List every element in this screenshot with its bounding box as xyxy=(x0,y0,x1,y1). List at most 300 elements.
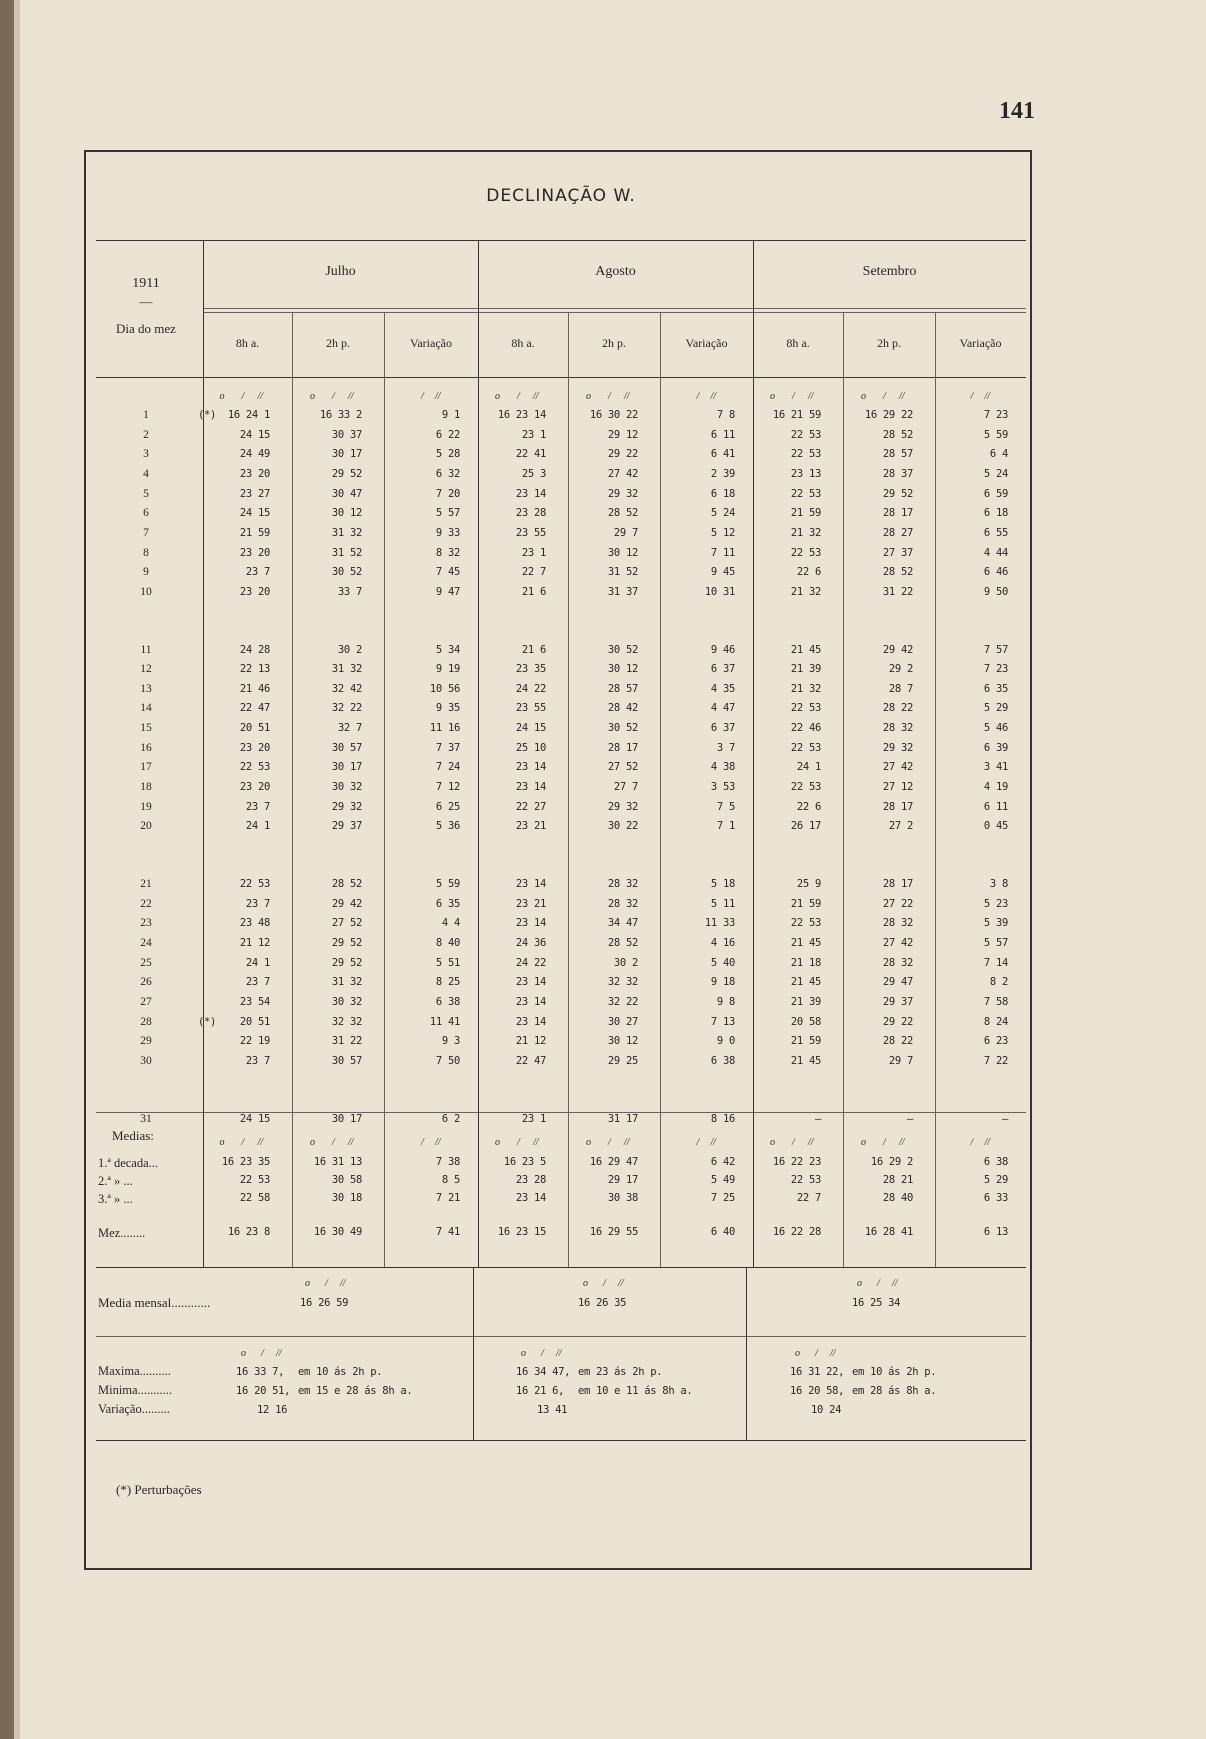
data-cell: 20 58 xyxy=(790,1015,821,1028)
data-cell: 9 8 xyxy=(716,995,735,1008)
data-cell: 5 39 xyxy=(983,917,1008,930)
decade-cell: 6 38 xyxy=(983,1156,1008,1168)
data-cell: 32 22 xyxy=(607,995,638,1008)
decade-cell: 6 42 xyxy=(710,1156,735,1168)
data-cell: 28 52 xyxy=(607,936,638,949)
variacao-label: Variação......... xyxy=(98,1402,170,1416)
unit-medias-min-7: / xyxy=(792,1137,795,1148)
month-header-setembro: Setembro xyxy=(862,264,917,279)
mez-cell: 6 13 xyxy=(983,1226,1008,1238)
data-cell: 31 52 xyxy=(331,546,362,559)
day-label: 31 xyxy=(140,1112,152,1125)
data-cell: 22 13 xyxy=(239,663,270,676)
decade-cell: 16 31 13 xyxy=(313,1156,362,1168)
day-label: 26 xyxy=(140,976,152,989)
data-cell: 5 51 xyxy=(435,956,460,969)
data-cell: 27 42 xyxy=(607,467,638,480)
data-cell: 21 6 xyxy=(521,585,546,598)
data-cell: 7 5 xyxy=(716,800,735,813)
data-cell: 22 53 xyxy=(790,917,821,930)
month-header-julho: Julho xyxy=(325,264,356,279)
decade-cell: 7 25 xyxy=(710,1192,735,1204)
data-cell: 31 22 xyxy=(882,585,913,598)
day-label: 1 xyxy=(143,409,149,421)
data-cell: 7 14 xyxy=(983,956,1008,969)
day-label: 15 xyxy=(140,722,152,735)
decade-cell: 29 17 xyxy=(607,1174,638,1186)
minima-value: 16 20 58, xyxy=(790,1385,845,1397)
day-label: 29 xyxy=(140,1035,152,1048)
data-cell: 31 32 xyxy=(331,976,362,989)
maxima-label: Maxima.......... xyxy=(98,1364,171,1378)
mez-cell: 16 22 28 xyxy=(772,1226,821,1238)
data-cell: 30 27 xyxy=(607,1015,638,1028)
data-cell: 16 24 1 xyxy=(227,409,270,421)
day-label: 16 xyxy=(140,741,152,754)
data-cell: 31 37 xyxy=(607,585,638,598)
data-cell: 5 59 xyxy=(983,428,1008,441)
unit-medias-sec-2: // xyxy=(348,1137,354,1148)
data-cell: 9 19 xyxy=(435,663,460,676)
maxima-note: em 23 ás 2h p. xyxy=(578,1366,663,1378)
unit-sec-9: // xyxy=(984,391,991,402)
column-rule-mensal-b xyxy=(746,1267,747,1440)
mensal-min-unit: / xyxy=(877,1278,880,1289)
data-cell: 3 41 xyxy=(983,761,1008,774)
data-cell: 9 18 xyxy=(710,976,735,989)
day-label: 13 xyxy=(140,682,152,695)
data-cell: 27 42 xyxy=(882,761,913,774)
unit-min-2: / xyxy=(332,391,335,402)
data-cell: 29 7 xyxy=(888,1054,913,1067)
data-cell: 6 35 xyxy=(983,682,1008,695)
data-cell: 6 18 xyxy=(983,507,1008,520)
minima-note: em 10 e 11 ás 8h a. xyxy=(578,1385,693,1397)
unit-deg-1: o xyxy=(219,391,225,402)
decade-cell: 16 23 5 xyxy=(503,1156,546,1168)
data-cell: 24 36 xyxy=(515,936,546,949)
decade-cell: 16 22 23 xyxy=(772,1156,821,1168)
column-rule-main-2 xyxy=(753,240,754,1267)
data-cell: 22 53 xyxy=(790,428,821,441)
data-cell: 30 17 xyxy=(331,448,362,461)
data-cell: 21 32 xyxy=(790,526,821,539)
unit-min-9: / xyxy=(970,391,974,402)
data-cell: 24 15 xyxy=(515,722,546,735)
decade-cell: 5 49 xyxy=(710,1174,735,1186)
unit-deg-8: o xyxy=(861,391,866,402)
data-cell: 6 4 xyxy=(989,448,1008,461)
mensal-deg-unit: o xyxy=(583,1278,588,1289)
column-header-3: Variação xyxy=(410,336,452,350)
data-cell: 24 15 xyxy=(239,507,270,520)
unit-sec-5: // xyxy=(624,391,630,402)
day-label: 21 xyxy=(140,878,152,890)
decade-cell: 28 40 xyxy=(882,1192,913,1204)
extreme-sec-unit: // xyxy=(830,1348,836,1359)
data-cell: 23 20 xyxy=(239,781,270,794)
day-label: 23 xyxy=(140,917,152,930)
data-cell: 5 23 xyxy=(983,897,1008,910)
data-cell: 7 12 xyxy=(435,781,460,794)
column-header-2: 2h p. xyxy=(326,336,350,350)
mez-cell: 16 30 49 xyxy=(313,1226,362,1238)
data-cell: 29 32 xyxy=(607,800,638,813)
data-cell: 30 2 xyxy=(337,643,362,656)
data-cell: 22 47 xyxy=(239,702,270,715)
data-cell: 30 37 xyxy=(331,428,362,441)
data-cell: 16 29 22 xyxy=(864,409,913,421)
maxima-note: em 10 ás 2h p. xyxy=(298,1366,383,1378)
data-cell: 16 33 2 xyxy=(319,409,362,421)
rule-below-extremes xyxy=(96,1440,1026,1441)
data-cell: 9 46 xyxy=(710,643,735,656)
data-cell: 6 55 xyxy=(983,526,1008,539)
data-cell: 7 58 xyxy=(983,995,1008,1008)
data-cell: 21 6 xyxy=(521,643,546,656)
page-title: DECLINAÇÃO W. xyxy=(486,186,636,206)
data-cell: 3 8 xyxy=(989,878,1008,890)
data-cell: 30 12 xyxy=(331,507,362,520)
data-cell: 9 50 xyxy=(983,585,1008,598)
data-cell: 23 20 xyxy=(239,585,270,598)
data-cell: 27 52 xyxy=(331,917,362,930)
data-cell: 31 52 xyxy=(607,566,638,579)
data-cell: 23 20 xyxy=(239,467,270,480)
data-cell: 22 53 xyxy=(790,781,821,794)
data-cell: 21 45 xyxy=(790,643,821,656)
data-cell: 29 52 xyxy=(882,487,913,500)
data-cell: 29 7 xyxy=(613,526,638,539)
data-cell: — xyxy=(906,1112,913,1125)
data-cell: 23 14 xyxy=(515,781,546,794)
data-cell: 21 32 xyxy=(790,585,821,598)
data-cell: 22 53 xyxy=(790,546,821,559)
unit-medias-min-6: / xyxy=(696,1137,700,1148)
data-cell: 8 2 xyxy=(989,976,1008,989)
data-cell: 21 39 xyxy=(790,663,821,676)
data-cell: 5 36 xyxy=(435,820,460,833)
data-cell: 28 17 xyxy=(882,800,913,813)
data-cell: 6 38 xyxy=(710,1054,735,1067)
data-cell: 3 53 xyxy=(710,781,735,794)
data-cell: 21 12 xyxy=(515,1035,546,1048)
data-cell: 23 14 xyxy=(515,761,546,774)
data-cell: 28 22 xyxy=(882,1035,913,1048)
data-cell: 8 16 xyxy=(710,1112,735,1125)
data-cell: 20 51 xyxy=(239,1015,270,1028)
data-cell: 24 1 xyxy=(245,820,270,833)
day-label: 7 xyxy=(143,526,149,539)
column-header-7: 8h a. xyxy=(786,336,810,350)
data-cell: 24 15 xyxy=(239,428,270,441)
data-cell: 34 47 xyxy=(607,917,638,930)
unit-medias-sec-4: // xyxy=(533,1137,539,1148)
day-label: 9 xyxy=(143,566,149,579)
data-cell: 30 17 xyxy=(331,761,362,774)
unit-medias-deg-2: o xyxy=(310,1137,315,1148)
data-cell: 4 16 xyxy=(710,936,735,949)
data-cell: 6 11 xyxy=(710,428,735,441)
unit-sec-8: // xyxy=(899,391,905,402)
decade-cell: 30 18 xyxy=(331,1192,362,1204)
data-cell: 32 22 xyxy=(331,702,362,715)
data-cell: 28 42 xyxy=(607,702,638,715)
day-label: 18 xyxy=(140,781,152,794)
day-label: 28 xyxy=(140,1015,152,1028)
data-cell: 6 18 xyxy=(710,487,735,500)
minima-value: 16 21 6, xyxy=(516,1385,565,1397)
minima-note: em 28 ás 8h a. xyxy=(852,1385,937,1397)
unit-medias-sec-5: // xyxy=(624,1137,630,1148)
data-cell: 8 24 xyxy=(983,1015,1008,1028)
unit-sec-1: // xyxy=(257,391,264,402)
data-cell: 7 13 xyxy=(710,1015,735,1028)
data-cell: 6 37 xyxy=(710,663,735,676)
decade-cell: 30 38 xyxy=(607,1192,638,1204)
extreme-deg-unit: o xyxy=(795,1348,800,1359)
data-cell: 4 35 xyxy=(710,682,735,695)
media-mensal-value: 16 26 35 xyxy=(578,1297,627,1309)
decade-cell: 16 29 2 xyxy=(870,1156,913,1168)
data-cell: 28 7 xyxy=(888,682,913,695)
data-cell: 10 56 xyxy=(429,682,460,695)
data-cell: 27 12 xyxy=(882,781,913,794)
data-cell: 22 53 xyxy=(790,487,821,500)
data-cell: 6 37 xyxy=(710,722,735,735)
unit-medias-min-4: / xyxy=(517,1137,520,1148)
unit-min-3: / xyxy=(421,391,424,402)
data-cell: 27 7 xyxy=(613,781,638,794)
data-cell: 23 21 xyxy=(515,897,546,910)
data-cell: 29 32 xyxy=(882,741,913,754)
data-cell: 29 37 xyxy=(882,995,913,1008)
data-cell: 28 57 xyxy=(607,682,638,695)
unit-medias-sec-7: // xyxy=(808,1137,814,1148)
maxima-value: 16 31 22, xyxy=(790,1366,845,1378)
data-cell: 6 11 xyxy=(983,800,1008,813)
extreme-deg-unit: o xyxy=(521,1348,526,1359)
data-cell: 6 22 xyxy=(435,428,460,441)
data-cell: 6 25 xyxy=(435,800,460,813)
unit-sec-4: // xyxy=(533,391,539,402)
rule-above-medias xyxy=(96,1112,1026,1113)
maxima-note: em 10 ás 2h p. xyxy=(852,1366,937,1378)
data-cell: 23 21 xyxy=(515,820,546,833)
extreme-min-unit: / xyxy=(815,1348,818,1359)
data-cell: 22 6 xyxy=(796,800,821,813)
data-cell: 29 2 xyxy=(888,663,913,676)
data-cell: 21 59 xyxy=(790,507,821,520)
decade-cell: 5 29 xyxy=(983,1174,1008,1186)
data-cell: — xyxy=(814,1112,821,1125)
data-cell: 29 22 xyxy=(882,1015,913,1028)
data-cell: 32 42 xyxy=(331,682,362,695)
data-cell: 6 2 xyxy=(441,1112,460,1125)
decade-label-2: 2.ª » ... xyxy=(98,1174,133,1188)
mez-cell: 6 40 xyxy=(710,1226,735,1238)
data-cell: 30 57 xyxy=(331,741,362,754)
maxima-value: 16 33 7, xyxy=(236,1366,285,1378)
decade-label-3: 3.ª » ... xyxy=(98,1192,133,1206)
data-cell: 21 45 xyxy=(790,1054,821,1067)
data-cell: 23 20 xyxy=(239,741,270,754)
unit-sec-3: // xyxy=(435,391,441,402)
data-cell: 22 27 xyxy=(515,800,546,813)
data-cell: 28 52 xyxy=(331,878,362,890)
unit-sec-7: // xyxy=(808,391,814,402)
data-cell: 9 0 xyxy=(716,1035,735,1048)
day-label: 14 xyxy=(140,702,152,715)
day-label: 6 xyxy=(143,507,149,520)
extreme-min-unit: / xyxy=(261,1348,264,1359)
unit-min-7: / xyxy=(792,391,795,402)
column-header-1: 8h a. xyxy=(235,336,260,350)
data-cell: 28 57 xyxy=(882,448,913,461)
data-cell: 22 7 xyxy=(521,566,546,579)
data-cell: 6 39 xyxy=(983,741,1008,754)
data-cell: 28 52 xyxy=(607,507,638,520)
column-rule-mensal-a xyxy=(473,1267,474,1440)
data-cell: 23 14 xyxy=(515,487,546,500)
data-cell: 29 25 xyxy=(607,1054,638,1067)
mez-label: Mez........ xyxy=(98,1226,146,1240)
data-cell: 31 32 xyxy=(331,663,362,676)
day-label: 17 xyxy=(140,761,152,774)
data-cell: 5 11 xyxy=(710,897,735,910)
column-rule-sub-1 xyxy=(384,312,385,1267)
data-cell: 22 46 xyxy=(790,722,821,735)
unit-medias-min-5: / xyxy=(608,1137,611,1148)
decade-cell: 30 58 xyxy=(331,1174,362,1186)
data-cell: 29 52 xyxy=(331,936,362,949)
data-cell: 7 37 xyxy=(435,741,460,754)
data-cell: 21 32 xyxy=(790,682,821,695)
data-cell: 27 42 xyxy=(882,936,913,949)
data-cell: 9 35 xyxy=(435,702,460,715)
data-cell: 29 42 xyxy=(882,643,913,656)
data-cell: 23 7 xyxy=(245,976,270,989)
data-cell: 7 22 xyxy=(983,1054,1008,1067)
day-label: 5 xyxy=(143,487,149,500)
data-cell: 6 32 xyxy=(435,467,460,480)
data-cell: 30 12 xyxy=(607,1035,638,1048)
data-cell: 29 32 xyxy=(607,487,638,500)
data-cell: 29 37 xyxy=(331,820,362,833)
column-header-6: Variação xyxy=(685,336,728,350)
data-cell: 30 52 xyxy=(607,722,638,735)
data-cell: 23 28 xyxy=(515,507,546,520)
data-cell: 29 52 xyxy=(331,467,362,480)
decade-cell: 22 58 xyxy=(239,1192,270,1204)
data-cell: 23 14 xyxy=(515,917,546,930)
unit-medias-sec-1: // xyxy=(257,1137,264,1148)
minima-label: Minima........... xyxy=(98,1383,172,1397)
unit-sec-2: // xyxy=(348,391,354,402)
data-cell: 5 28 xyxy=(435,448,460,461)
unit-medias-min-8: / xyxy=(883,1137,886,1148)
data-cell: 23 55 xyxy=(515,526,546,539)
data-cell: 9 47 xyxy=(435,585,460,598)
data-cell: 28 32 xyxy=(607,878,638,890)
data-cell: 28 52 xyxy=(882,566,913,579)
unit-min-8: / xyxy=(883,391,886,402)
data-cell: 23 1 xyxy=(521,1112,546,1125)
data-cell: 23 14 xyxy=(515,878,546,890)
data-cell: 22 53 xyxy=(790,448,821,461)
column-header-8: 2h p. xyxy=(877,336,901,350)
decade-cell: 22 53 xyxy=(239,1174,270,1186)
rule-under-title xyxy=(96,240,1026,241)
data-cell: 21 45 xyxy=(790,976,821,989)
data-cell: 6 41 xyxy=(710,448,735,461)
data-cell: 7 23 xyxy=(983,409,1008,421)
data-cell: 31 22 xyxy=(331,1035,362,1048)
data-cell: 30 22 xyxy=(607,820,638,833)
data-cell: 23 14 xyxy=(515,995,546,1008)
rule-under-months-double xyxy=(203,312,1026,313)
data-cell: 27 52 xyxy=(607,761,638,774)
data-cell: 30 52 xyxy=(607,643,638,656)
extreme-sec-unit: // xyxy=(556,1348,562,1359)
data-cell: 16 23 14 xyxy=(497,409,546,421)
data-cell: 23 14 xyxy=(515,1015,546,1028)
column-rule-sub-2 xyxy=(568,312,569,1267)
day-label: 22 xyxy=(140,897,152,910)
data-cell: 29 47 xyxy=(882,976,913,989)
data-cell: 21 59 xyxy=(790,897,821,910)
data-cell: 5 46 xyxy=(983,722,1008,735)
data-cell: 22 6 xyxy=(796,566,821,579)
data-cell: 3 7 xyxy=(716,741,735,754)
decade-cell: 6 33 xyxy=(983,1192,1008,1204)
unit-min-6: / xyxy=(696,391,700,402)
minima-value: 16 20 51, xyxy=(236,1385,291,1397)
data-cell: 23 13 xyxy=(790,467,821,480)
data-cell: 33 7 xyxy=(337,585,362,598)
data-cell: 9 3 xyxy=(441,1035,460,1048)
data-cell: 30 12 xyxy=(607,546,638,559)
year-label: 1911 xyxy=(132,276,160,291)
data-cell: 27 22 xyxy=(882,897,913,910)
data-cell: 16 30 22 xyxy=(589,409,638,421)
decade-cell: 23 14 xyxy=(515,1192,546,1204)
data-cell: 7 20 xyxy=(435,487,460,500)
data-cell: 22 41 xyxy=(515,448,546,461)
data-cell: 5 57 xyxy=(435,507,460,520)
unit-medias-min-3: / xyxy=(421,1137,424,1148)
day-label: 4 xyxy=(143,467,149,480)
data-cell: 28 32 xyxy=(607,897,638,910)
data-cell: 6 59 xyxy=(983,487,1008,500)
data-cell: 30 47 xyxy=(331,487,362,500)
data-cell: 28 17 xyxy=(882,878,913,890)
mez-cell: 16 23 15 xyxy=(497,1226,546,1238)
data-cell: 27 37 xyxy=(882,546,913,559)
rule-above-media-mensal xyxy=(96,1267,1026,1268)
decade-cell: 16 23 35 xyxy=(221,1156,270,1168)
column-rule-sub-3 xyxy=(660,312,661,1267)
day-label: 12 xyxy=(140,663,152,676)
perturbation-mark: (*) xyxy=(198,1015,217,1028)
media-mensal-label: Media mensal............ xyxy=(98,1295,211,1310)
data-cell: 4 44 xyxy=(983,546,1008,559)
data-cell: 22 19 xyxy=(239,1035,270,1048)
medias-label: Medias: xyxy=(112,1128,154,1143)
data-cell: 9 45 xyxy=(710,566,735,579)
data-cell: 23 1 xyxy=(521,428,546,441)
data-cell: 6 38 xyxy=(435,995,460,1008)
